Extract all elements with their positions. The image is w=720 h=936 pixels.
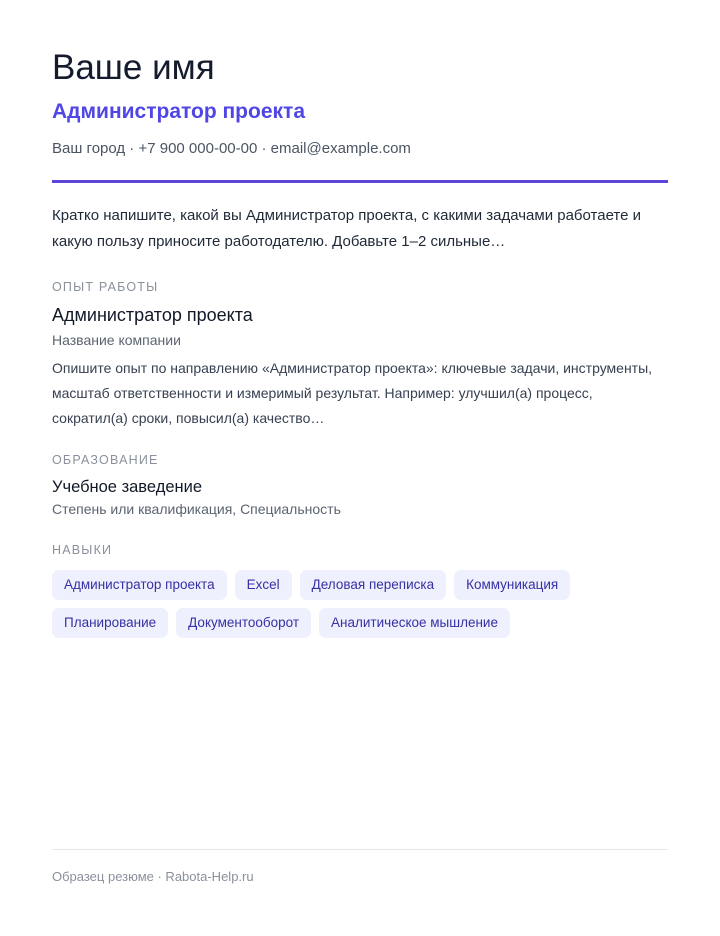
skill-chip: Аналитическое мышление xyxy=(319,608,510,638)
contact-line: Ваш город · +7 900 000-00-00 · email@example.com xyxy=(52,140,411,157)
section-title-education: ОБРАЗОВАНИЕ xyxy=(52,453,159,467)
section-title-skills: НАВЫКИ xyxy=(52,543,113,557)
skills-list xyxy=(52,570,668,638)
footer-text: Образец резюме · Rabota-Help.ru xyxy=(52,869,254,884)
section-title-experience: ОПЫТ РАБОТЫ xyxy=(52,280,159,294)
skill-chip: Коммуникация xyxy=(454,570,570,600)
header-divider xyxy=(52,180,668,183)
skill-chip: Excel xyxy=(235,570,292,600)
resume-page xyxy=(52,0,668,936)
experience-job-title: Администратор проекта xyxy=(52,305,253,325)
person-name: Ваше имя xyxy=(52,48,215,87)
skill-chip: Планирование xyxy=(52,608,168,638)
experience-company: Название компании xyxy=(52,332,181,348)
experience-description: Опишите опыт по направлению «Администратор проекта»: ключевые задачи, инструменты, масштаб ответственности и измеримый результат. Например: улучшил(а) процесс, сократил(а) сроки, повысил(а) качество… xyxy=(52,360,653,426)
skill-chip: Документооборот xyxy=(176,608,311,638)
job-role: Администратор проекта xyxy=(52,100,305,123)
education-school: Учебное заведение xyxy=(52,478,203,496)
summary-text: Кратко напишите, какой вы Администратор проекта, с какими задачами работаете и какую пользу приносите работодателю. Добавьте 1–2 сильные… xyxy=(52,207,642,250)
education-degree: Степень или квалификация, Специальность xyxy=(52,501,341,517)
skill-chip: Деловая переписка xyxy=(300,570,446,600)
skill-chip: Администратор проекта xyxy=(52,570,227,600)
footer-divider xyxy=(52,849,668,850)
